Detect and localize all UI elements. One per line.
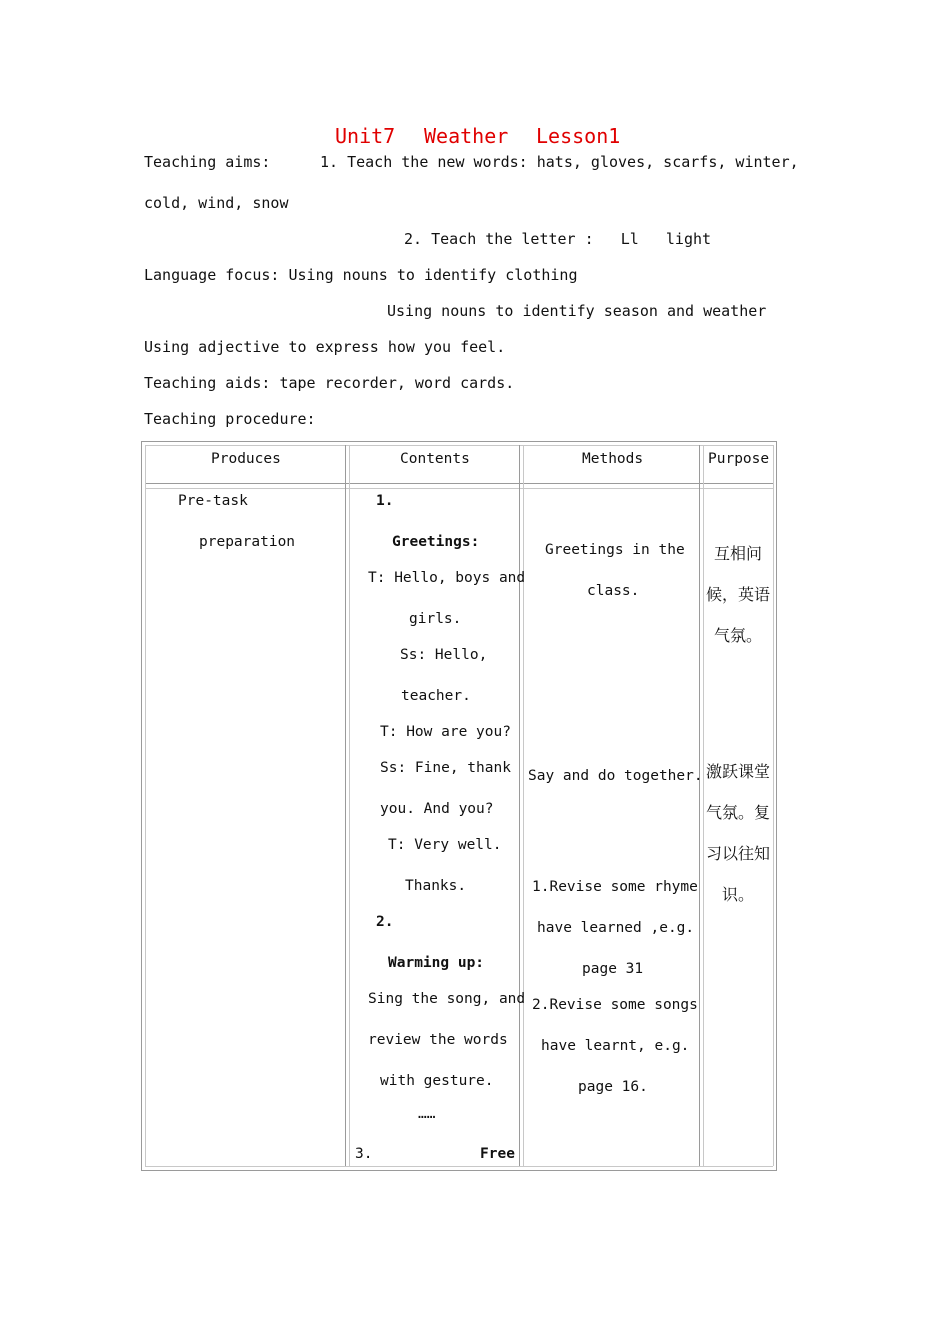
methods-line: page 31 <box>582 961 644 977</box>
title-unit: Unit7 <box>335 124 396 148</box>
methods-line: Greetings in the <box>545 542 685 558</box>
methods-line: 1.Revise some rhyme <box>532 879 698 895</box>
aims-item2: 2. Teach the letter : Ll light <box>404 230 712 248</box>
procedure-label: Teaching procedure: <box>144 410 316 428</box>
contents-line: Ss: Hello, <box>400 647 488 663</box>
contents-num-2: 2. <box>376 914 394 930</box>
methods-line: 2.Revise some songs <box>532 997 698 1013</box>
aims-label: Teaching aims: <box>144 153 271 171</box>
contents-greetings: Greetings: <box>392 534 480 550</box>
focus-line2: Using nouns to identify season and weather <box>387 302 767 320</box>
purpose-line: 识。 <box>722 885 755 904</box>
methods-line: page 16. <box>578 1079 648 1095</box>
header-produces: Produces <box>211 451 281 467</box>
contents-line: Sing the song, and <box>368 991 526 1007</box>
purpose-line: 激跃课堂 <box>706 762 771 781</box>
contents-line: teacher. <box>401 688 471 704</box>
focus-line1: Language focus: Using nouns to identify clothing <box>144 266 578 284</box>
contents-free: Free <box>480 1146 515 1162</box>
title-lesson: Lesson1 <box>536 124 621 148</box>
contents-line: T: How are you? <box>380 724 511 740</box>
purpose-line: 互相问 <box>714 544 763 563</box>
title-topic: Weather <box>424 124 509 148</box>
contents-line: T: Hello, boys and <box>368 570 526 586</box>
methods-line: Say and do together. <box>528 768 703 784</box>
teaching-aids: Teaching aids: tape recorder, word cards. <box>144 374 515 392</box>
contents-num-1: 1. <box>376 493 394 509</box>
contents-line: you. And you? <box>380 801 494 817</box>
contents-line: Ss: Fine, thank <box>380 760 511 776</box>
focus-line3: Using adjective to express how you feel. <box>144 338 506 356</box>
aims-item1: 1. Teach the new words: hats, gloves, scarfs, winter, <box>320 153 799 171</box>
contents-line: review the words <box>368 1032 508 1048</box>
produces-stage: Pre-task <box>178 493 248 509</box>
contents-line: with gesture. <box>380 1073 494 1089</box>
purpose-line: 习以往知 <box>706 844 771 863</box>
contents-line: girls. <box>409 611 462 627</box>
methods-line: class. <box>587 583 640 599</box>
contents-num-3: 3. <box>355 1146 373 1162</box>
purpose-line: 气氛。复 <box>706 803 771 822</box>
produces-stage-cont: preparation <box>199 534 296 550</box>
purpose-line: 气氛。 <box>714 626 763 645</box>
methods-line: have learnt, e.g. <box>541 1038 690 1054</box>
contents-ellipsis: …… <box>418 1106 436 1122</box>
header-contents: Contents <box>400 451 470 467</box>
contents-warming: Warming up: <box>388 955 485 971</box>
header-methods: Methods <box>582 451 644 467</box>
contents-line: Thanks. <box>405 878 467 894</box>
contents-line: T: Very well. <box>388 837 502 853</box>
methods-line: have learned ,e.g. <box>537 920 695 936</box>
header-purpose: Purpose <box>708 451 770 467</box>
purpose-line: 候，英语 <box>706 585 771 604</box>
aims-item1-cont: cold, wind, snow <box>144 194 289 212</box>
